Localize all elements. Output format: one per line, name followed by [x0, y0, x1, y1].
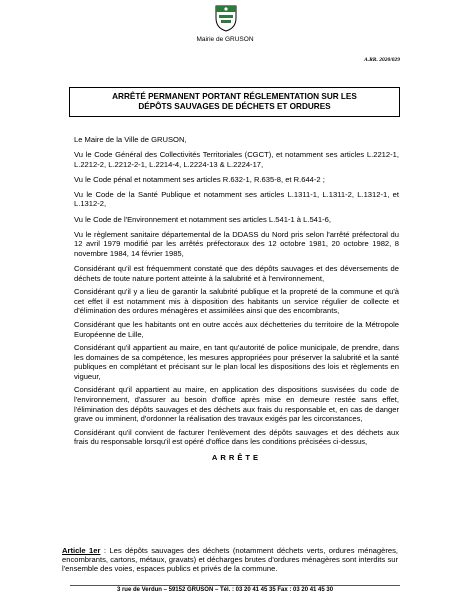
- preamble-line: Vu le règlement sanitaire départemental de la DDASS du Nord pris selon l'arrêté préfectoral du 12 avril 1979 modifié par les arrêtés préfectoraux des 12 octobre 1981, 20 octobre 1982, 8 novembre 1984, 14 février 1985,: [74, 229, 399, 258]
- mairie-label: Mairie de GRUSON: [196, 36, 254, 43]
- title-line-1: ARRÊTÉ PERMANENT PORTANT RÉGLEMENTATION SUR LES: [112, 92, 357, 101]
- considerant: Considérant qu'il appartient au maire, en tant qu'autorité de police municipale, de prendre, dans les domaines de sa compétence, les mesures appropriées pour préserver la salubrité et la santé publiques en complétant et précisant sur le plan local les dispositions des lois et règlements en vigueur,: [74, 343, 399, 381]
- coat-of-arms-logo: [210, 4, 242, 32]
- title-line-2: DÉPÔTS SAUVAGES DE DÉCHETS ET ORDURES: [138, 102, 331, 111]
- preamble-line: Vu le Code pénal et notamment ses articles R.632-1, R.635-8, et R.644-2 ;: [74, 174, 325, 184]
- reference-number: A.RR. 2020/029: [364, 57, 400, 63]
- article-1-label: Article 1er: [62, 546, 101, 555]
- document-body: [74, 135, 399, 469]
- footer-address: 3 rue de Verdun – 59152 GRUSON – Tél. : 03 20 41 45 35 Fax : 03 20 41 45 30: [116, 587, 334, 593]
- arrete-heading: ARRÊTE: [211, 453, 262, 463]
- considerant: Considérant qu'il est fréquemment constaté que des dépôts sauvages et des déversements de déchets de toute nature portent atteinte à la salubrité et à l'environnement,: [74, 263, 399, 283]
- considerant: Considérant que les habitants ont en outre accès aux déchetteries du territoire de la Métropole Européenne de Lille,: [74, 319, 399, 339]
- preamble-line: Vu le Code de la Santé Publique et notamment ses articles L.1311-1, L.1311-2, L.1312-1, et L.1312-2,: [74, 189, 399, 209]
- considerant: Considérant qu'il appartient au maire, en application des dispositions susvisées du code de l'environnement, d'assurer au besoin d'office après mise en demeure restée sans effet, l'élimination des dépôts sauvages et des déchets aux frais du responsable et, en cas de danger grave ou imminent, d'ordonner la réalisation des travaux exigés par les circonstances,: [74, 385, 399, 424]
- preamble-line: Le Maire de la Ville de GRUSON,: [74, 135, 187, 144]
- article-1-text: : Les dépôts sauvages des déchets (notamment déchets verts, ordures ménagères, encombrants, cartons, métaux, gravats) et décharges brutes d'ordures ménagères sont interdits sur l'ensemble des voies, espaces publics et privés de la commune.: [62, 546, 398, 573]
- considerant: Considérant qu'il y a lieu de garantir la salubrité publique et la propreté de la commune et qu'à cet effet il est notamment mis à disposition des habitants un service régulier de collecte et d'élimination des ordures ménagères et assimilées ainsi que des encombrants,: [74, 287, 399, 316]
- footer-divider: [70, 585, 400, 586]
- preamble: [74, 135, 399, 258]
- article-1: [62, 546, 398, 573]
- preamble-line: Vu le Code de l'Environnement et notamment ses articles L.541-1 à L.541-6,: [74, 214, 331, 224]
- considerants: [74, 264, 399, 447]
- considerant: Considérant qu'il convient de facturer l'enlèvement des dépôts sauvages et des déchets aux frais du responsable lorsqu'il est opéré d'office dans les conditions précisées ci-dessus,: [74, 427, 399, 447]
- preamble-line: Vu le Code Général des Collectivités Territoriales (CGCT), et notamment ses articles L.2212-1, L.2212-2, L.2212-2-1, L.2214-4, L.2224-13 & L.2224-17,: [74, 150, 399, 169]
- title-box: [69, 87, 400, 117]
